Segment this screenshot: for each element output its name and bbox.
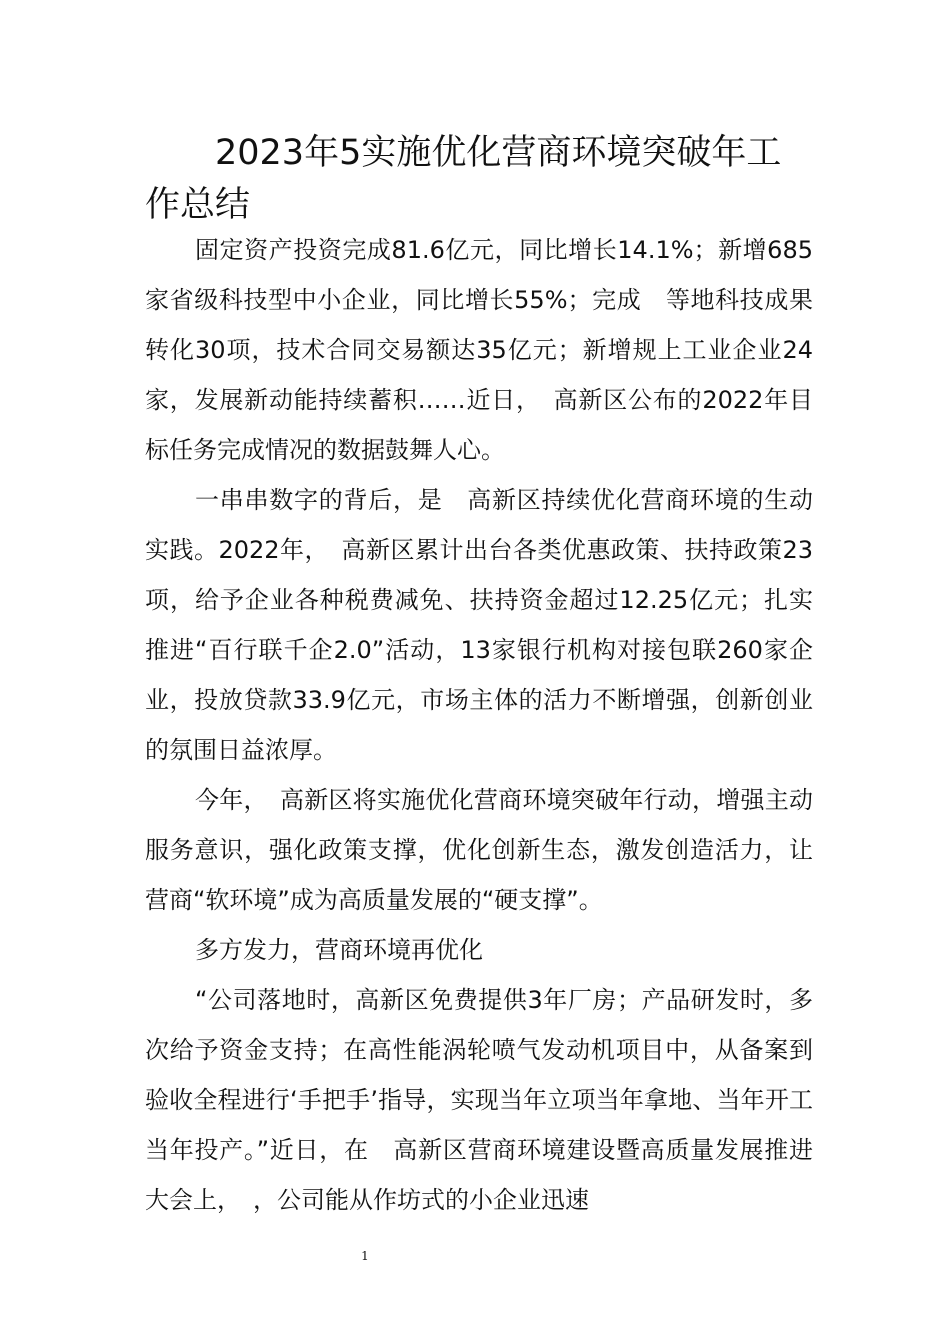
document-title: 2023年5实施优化营商环境突破年工作总结 bbox=[145, 133, 782, 225]
paragraph-investment-stats: 固定资产投资完成81.6亿元，同比增长14.1%；新增685家省级科技型中小企业，同比增长55%；完成 等地科技成果转化30项，技术合同交易额达35亿元；新增规上工业企业24家，发展新动能持续蓄积……近日， 高新区公布的2022年目标任务完成情况的数据鼓舞人心。 bbox=[145, 236, 813, 464]
paragraph-policy-practice: 一串串数字的背后，是 高新区持续优化营商环境的生动实践。2022年， 高新区累计出台各类优惠政策、扶持政策23项，给予企业各种税费减免、扶持资金超过12.25亿元；扎实推进“百行联千企2.0”活动，13家银行机构对接包联260家企业，投放贷款33.9亿元，市场主体的活力不断增强，创新创业的氛围日益浓厚。 bbox=[145, 486, 813, 764]
page-number: 1 bbox=[361, 1249, 369, 1263]
paragraph-this-year-plan: 今年， 高新区将实施优化营商环境突破年行动，增强主动服务意识，强化政策支撑，优化创新生态，激发创造活力，让营商“软环境”成为高质量发展的“硬支撑”。 bbox=[145, 786, 813, 914]
paragraph-company-quote: “公司落地时，高新区免费提供3年厂房；产品研发时，多次给予资金支持；在高性能涡轮喷气发动机项目中，从备案到验收全程进行‘手把手’指导，实现当年立项当年拿地、当年开工当年投产。”近日，在 高新区营商环境建设暨高质量发展推进大会上， ，公司能从作坊式的小企业迅速 bbox=[145, 986, 813, 1214]
document-body bbox=[145, 225, 813, 1225]
section-heading: 多方发力，营商环境再优化 bbox=[195, 936, 483, 964]
